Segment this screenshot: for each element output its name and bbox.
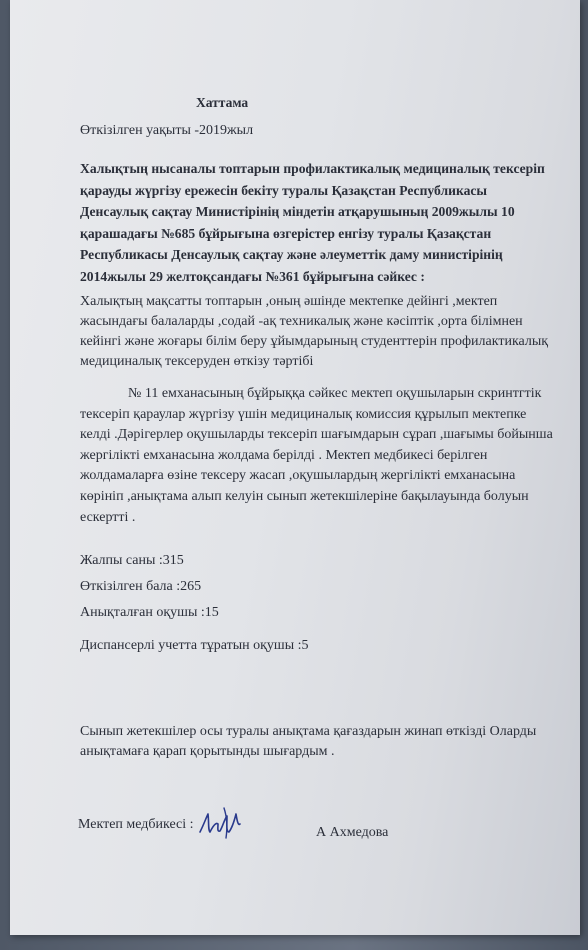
stat-dispensary: Диспансерлі учетта тұратын оқушы :5 xyxy=(80,638,309,653)
document-page xyxy=(10,0,580,935)
nurse-name: А Ахмедова xyxy=(316,825,389,840)
stat-total: Жалпы саны :315 xyxy=(80,553,184,568)
examination-procedure-paragraph: Халықтың мақсатты топтарын ,оның әшінде мектепке дейінгі ,мектеп жасындағы балаларды ,содай -ақ техникалық және кәсіптік ,орта білімнен кейінгі және жоғары білім беру ұйымдарының студенттерін профилактикалық медициналық тексеруден өткізу тәртібі xyxy=(80,294,549,369)
regulation-reference-paragraph: Халықтың нысаналы топтарын профилактикалық медициналық тексеріп қарауды жүргізу ережесін бекіту туралы Қазақстан Республикасы Денсаулық сақтау Министірінің міндетін атқарушының 2009жылы 10 қарашадағы №685 бұйрығына өзгерістер енгізу туралы Қазақстан Республикасы Денсаулық сақтау және әлеуметтік даму министірінің 2014жылы 29 желтоқсандағы №361 бұйрығына сәйкес : xyxy=(80,161,545,284)
signature-mark xyxy=(196,802,246,842)
nurse-label: Мектеп медбикесі : xyxy=(78,817,194,832)
stat-passed: Өткізілген бала :265 xyxy=(80,579,202,594)
document-title: Хаттама xyxy=(196,95,249,110)
stat-identified: Анықталған оқушы :15 xyxy=(80,605,219,620)
commission-paragraph: № 11 емханасының бұйрыққа сәйкес мектеп оқушыларын скринтгтік тексеріп қараулар жүргізу үшін медициналық комиссия құрылып мектепке келді .Дәрігерлер оқушыларды тексеріп шағымдарын сұрап ,шағымы бойынша жергілікті емханасына жолдама берілді . Мектеп медбикесі берілген жолдамаларға өзіне тексеру жасап ,оқушылардың жергілікті емханасына көрініп ,анықтама алып келуін сынып жетекшілеріне бақылауында болуын ескертті . xyxy=(80,386,553,525)
held-date: Өткізілген уақыты -2019жыл xyxy=(80,123,254,138)
conclusion-paragraph: Сынып жетекшілер осы туралы анықтама қағаздарын жинап өткізді Оларды анықтамаға қарап қорытынды шығардым . xyxy=(80,724,537,759)
